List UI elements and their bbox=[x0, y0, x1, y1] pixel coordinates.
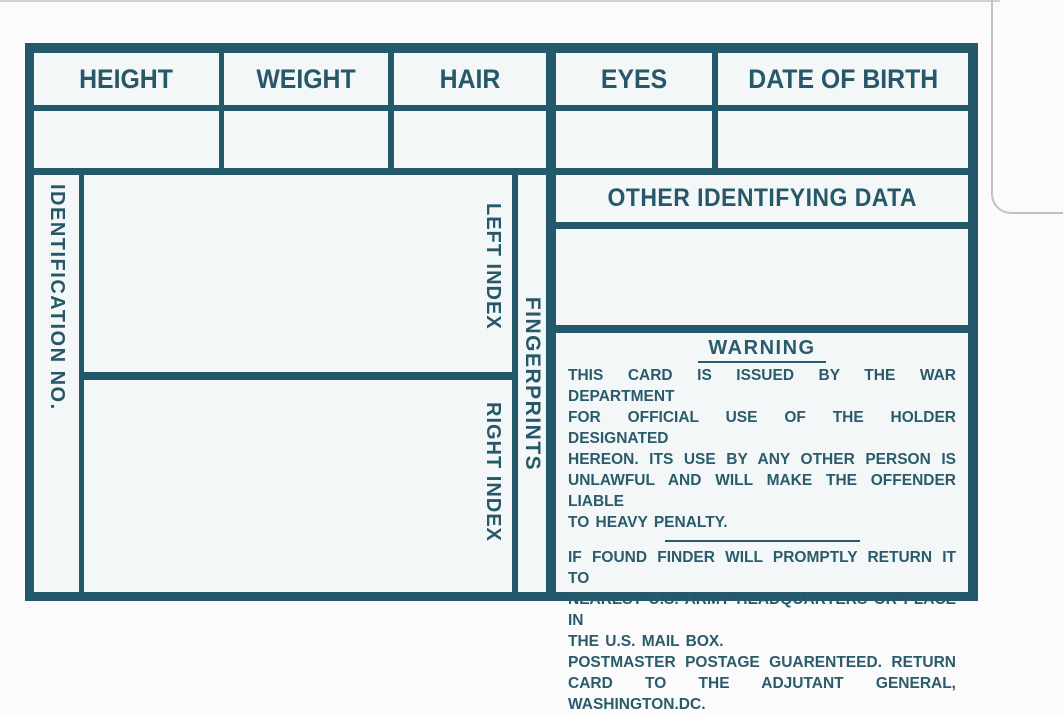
weight-value-cell bbox=[224, 111, 388, 168]
other-identifying-data-header bbox=[556, 175, 968, 222]
header-cell-eyes bbox=[556, 53, 712, 105]
warning-title-row bbox=[568, 337, 956, 363]
warning-box bbox=[556, 333, 968, 713]
header-label-eyes: EYES bbox=[600, 63, 668, 94]
header-cell-weight bbox=[224, 53, 388, 105]
warning-para2-line5: CARD TO THE ADJUTANT GENERAL, WASHINGTON.DC. bbox=[568, 675, 956, 713]
warning-para1-line1: THIS CARD IS ISSUED BY THE WAR DEPARTMENT bbox=[568, 367, 956, 405]
other-identifying-data-field bbox=[556, 229, 968, 325]
warning-para2-line4: POSTMASTER POSTAGE GUARENTEED. RETURN bbox=[568, 654, 956, 671]
identification-no-label: IDENTIFICATION NO. bbox=[46, 184, 68, 411]
fingerprints-label: FINGERPRINTS bbox=[521, 296, 544, 471]
date-of-birth-value-cell bbox=[718, 111, 968, 168]
id-card-form bbox=[25, 43, 978, 713]
header-label-height: HEIGHT bbox=[79, 63, 174, 94]
height-value-cell bbox=[34, 111, 219, 168]
warning-title: WARNING bbox=[698, 337, 825, 363]
paragraph-separator-line bbox=[665, 540, 860, 542]
top-hairline bbox=[0, 0, 1000, 2]
header-label-weight: WEIGHT bbox=[256, 63, 356, 94]
overlay-panel-corner bbox=[991, 0, 1063, 214]
other-identifying-data-label: OTHER IDENTIFYING DATA bbox=[607, 184, 917, 212]
header-label-date-of-birth: DATE OF BIRTH bbox=[748, 63, 938, 94]
left-index-fingerprint-box bbox=[84, 175, 512, 372]
header-cell-date-of-birth bbox=[718, 53, 968, 105]
eyes-value-cell bbox=[556, 111, 712, 168]
fingerprints-column bbox=[518, 175, 546, 592]
header-label-hair: HAIR bbox=[439, 63, 501, 94]
warning-para1-line3: HEREON. ITS USE BY ANY OTHER PERSON IS bbox=[568, 451, 956, 468]
warning-para1-line5: TO HEAVY PENALTY. bbox=[568, 514, 728, 531]
hair-value-cell bbox=[394, 111, 546, 168]
header-cell-hair bbox=[394, 53, 546, 105]
warning-para2-line1: IF FOUND FINDER WILL PROMPTLY RETURN IT TO bbox=[568, 549, 956, 587]
header-cell-height bbox=[34, 53, 219, 105]
warning-para2-line2: NEAREST U.S. ARMY HEADQUARTERS OR PLACE IN bbox=[568, 591, 956, 629]
right-index-fingerprint-box bbox=[84, 380, 512, 592]
warning-para1-line2: FOR OFFICIAL USE OF THE HOLDER DESIGNATED bbox=[568, 409, 956, 447]
right-index-label: RIGHT INDEX bbox=[482, 402, 504, 542]
identification-no-column bbox=[34, 175, 79, 592]
warning-para2-line3: THE U.S. MAIL BOX. bbox=[568, 633, 724, 650]
left-index-label: LEFT INDEX bbox=[482, 203, 504, 330]
warning-para1-line4: UNLAWFUL AND WILL MAKE THE OFFENDER LIABLE bbox=[568, 472, 956, 510]
